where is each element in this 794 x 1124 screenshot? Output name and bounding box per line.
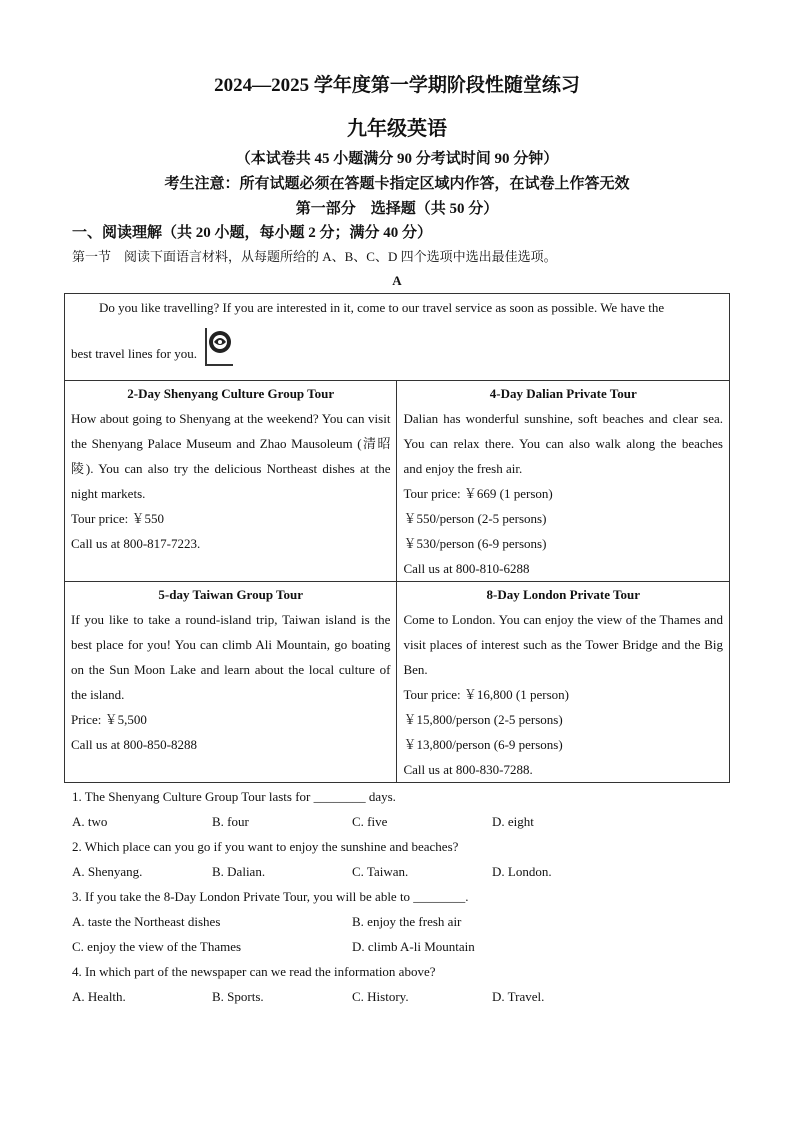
- ad-intro-text: Do you like travelling? If you are interested in it, come to our travel service as soon as possible. We have the: [99, 300, 665, 315]
- tour-price-group: ￥530/person (6-9 persons): [403, 536, 547, 551]
- exam-title: 2024—2025 学年度第一学期阶段性随堂练习: [214, 75, 580, 96]
- tour-description: If you like to take a round-island trip, Taiwan island is the best place for you! You can climb Ali Mountain, go boating on the Sun Moon Lake and learn about the local culture of the island.: [71, 612, 391, 702]
- option-d: D. eight: [492, 814, 534, 829]
- tour-title: 5-day Taiwan Group Tour: [158, 587, 304, 602]
- tour-cell-taiwan: [65, 582, 397, 783]
- subject-title: 九年级英语: [347, 118, 447, 140]
- ad-intro-line: [71, 328, 723, 366]
- tour-price-group: ￥15,800/person (2-5 persons): [403, 712, 563, 727]
- tour-price: Tour price: ￥16,800 (1 person): [403, 687, 569, 702]
- option-b: B. enjoy the fresh air: [352, 914, 462, 929]
- tour-price: Price: ￥5,500: [71, 712, 147, 727]
- travel-ad-table: [64, 293, 730, 783]
- option-b: B. Dalian.: [212, 864, 266, 879]
- question-stem: 2. Which place can you go if you want to enjoy the sunshine and beaches?: [72, 839, 459, 854]
- question-stem: 1. The Shenyang Culture Group Tour lasts for ________ days.: [72, 789, 396, 804]
- tour-description: Come to London. You can enjoy the view of the Thames and visit places of interest such as the Tower Bridge and the Big Ben.: [403, 612, 723, 677]
- passage-label: A: [392, 273, 402, 288]
- tour-price: Tour price: ￥550: [71, 511, 164, 526]
- question-stem: 4. In which part of the newspaper can we read the information above?: [72, 964, 436, 979]
- option-c: C. enjoy the view of the Thames: [72, 939, 242, 954]
- tour-cell-dalian: [397, 381, 730, 582]
- option-c: C. History.: [352, 989, 409, 1004]
- tour-title: 2-Day Shenyang Culture Group Tour: [127, 386, 335, 401]
- tour-description: Dalian has wonderful sunshine, soft beaches and clear sea. You can relax there. You can also walk along the beaches and enjoy the fresh air.: [403, 411, 723, 476]
- tour-title: 8-Day London Private Tour: [486, 587, 640, 602]
- option-a: A. taste the Northeast dishes: [72, 914, 221, 929]
- travel-logo-icon: [205, 328, 233, 366]
- option-a: A. Shenyang.: [72, 864, 143, 879]
- tour-cell-london: [397, 582, 730, 783]
- tour-phone: Call us at 800-830-7288.: [403, 762, 533, 777]
- tour-title: 4-Day Dalian Private Tour: [489, 386, 637, 401]
- ad-intro-cell: [65, 294, 730, 381]
- section-instruction: 第一节 阅读下面语言材料，从每题所给的 A、B、C、D 四个选项中选出最佳选项。: [72, 249, 557, 264]
- question-stem: 3. If you take the 8-Day London Private Tour, you will be able to ________.: [72, 889, 469, 904]
- option-b: B. Sports.: [212, 989, 264, 1004]
- part-heading: 第一部分 选择题（共 50 分）: [295, 201, 499, 217]
- option-c: C. Taiwan.: [352, 864, 409, 879]
- exam-note: （本试卷共 45 小题满分 90 分考试时间 90 分钟）: [235, 151, 559, 167]
- ad-intro-text-2: best travel lines for you.: [71, 346, 197, 361]
- option-c: C. five: [352, 814, 388, 829]
- tour-phone: Call us at 800-810-6288: [403, 561, 530, 576]
- option-d: D. climb A-li Mountain: [352, 939, 475, 954]
- tour-price: Tour price: ￥669 (1 person): [403, 486, 553, 501]
- tour-price-group: ￥13,800/person (6-9 persons): [403, 737, 563, 752]
- option-b: B. four: [212, 814, 249, 829]
- tour-cell-shenyang: [65, 381, 397, 582]
- option-d: D. Travel.: [492, 989, 545, 1004]
- tour-price-group: ￥550/person (2-5 persons): [403, 511, 547, 526]
- tour-description: How about going to Shenyang at the weekend? You can visit the Shenyang Palace Museum and Zhao Mausoleum (清昭陵). You can also try the delicious Northeast dishes at the night markets.: [71, 411, 391, 501]
- candidate-warning: 考生注意：所有试题必须在答题卡指定区域内作答，在试卷上作答无效: [164, 176, 630, 192]
- section-heading: 一、阅读理解（共 20 小题，每小题 2 分；满分 40 分）: [72, 225, 433, 241]
- option-a: A. two: [72, 814, 108, 829]
- tour-phone: Call us at 800-817-7223.: [71, 536, 201, 551]
- tour-phone: Call us at 800-850-8288: [71, 737, 198, 752]
- option-a: A. Health.: [72, 989, 126, 1004]
- option-d: D. London.: [492, 864, 552, 879]
